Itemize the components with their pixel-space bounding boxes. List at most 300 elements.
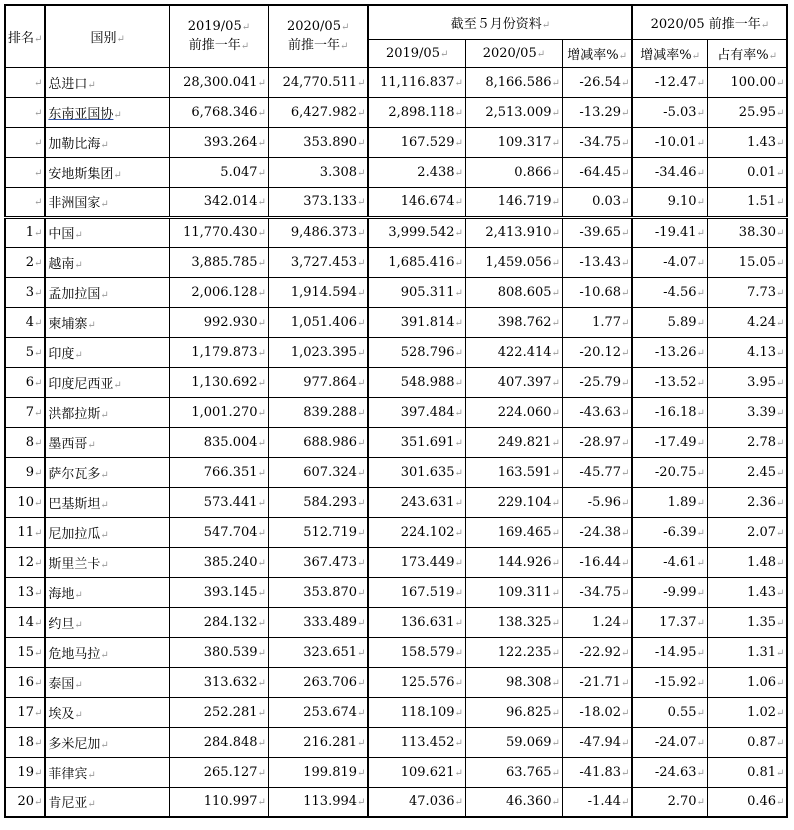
paragraph-mark: ↵ [776, 437, 785, 449]
paragraph-mark: ↵ [257, 497, 266, 509]
trailing-change-cell-text: 5.89 [667, 314, 697, 330]
paragraph-mark: ↵ [454, 347, 463, 359]
trailing-2019-cell [169, 427, 268, 457]
trailing-change-cell-text: -16.18 [654, 404, 697, 420]
ytd-change-cell [562, 67, 632, 97]
trailing-change-cell [632, 337, 707, 367]
table-row [5, 277, 787, 307]
paragraph-mark: ↵ [257, 228, 266, 239]
trailing-2019-cell [169, 337, 268, 367]
paragraph-mark: ↵ [551, 317, 560, 329]
trailing-2019-cell [169, 727, 268, 757]
country-cell [45, 697, 169, 727]
share-cell [707, 487, 787, 517]
paragraph-mark: ↵ [257, 797, 266, 809]
trailing-change-cell-text: -17.49 [654, 434, 697, 450]
ytd-2020-cell-text: 146.719 [497, 194, 552, 209]
ytd-change-cell-text: -41.83 [579, 764, 622, 780]
ytd-2019-cell [368, 367, 465, 397]
trailing-2019-cell-text: 284.132 [203, 614, 258, 630]
country-cell [45, 127, 169, 157]
ytd-2020-cell-text: 8,166.586 [485, 74, 552, 90]
rank-cell-text: 16 [17, 674, 35, 690]
paragraph-mark: ↵ [34, 407, 43, 419]
ytd-2019-cell [368, 727, 465, 757]
trailing-change-cell [632, 397, 707, 427]
trailing-2020-cell-text: 367.473 [303, 554, 358, 570]
trailing-2019-cell [169, 367, 268, 397]
ytd-2019-cell-text: 167.519 [400, 584, 455, 600]
country-cell-text: 中国 [48, 227, 75, 242]
share-cell-text: 7.73 [747, 284, 777, 300]
country-cell-text: 萨尔瓦多 [48, 466, 101, 482]
share-cell-text: 1.35 [747, 614, 777, 630]
paragraph-mark: ↵ [34, 317, 43, 329]
ytd-2019-cell [368, 67, 465, 97]
ytd-2020-cell-text: 0.866 [514, 164, 552, 180]
paragraph-mark: ↵ [776, 737, 785, 749]
table-row [5, 517, 787, 547]
paragraph-mark: ↵ [34, 707, 43, 719]
share-cell-text: 1.31 [747, 644, 777, 660]
paragraph-mark: ↵ [696, 647, 705, 659]
paragraph-mark: ↵ [257, 377, 266, 389]
header-ytd-change: 增减率%↵ [562, 39, 632, 67]
ytd-change-cell-text: -21.71 [579, 674, 622, 690]
table-row [5, 607, 787, 637]
trailing-2019-cell-text: 1,130.692 [191, 374, 258, 390]
trailing-2019-cell-text: 5.047 [220, 164, 258, 180]
ytd-change-cell [562, 367, 632, 397]
trailing-2020-cell-text: 9,486.373 [290, 225, 358, 240]
ytd-2019-cell [368, 577, 465, 607]
trailing-change-cell [632, 787, 707, 817]
paragraph-mark: ↵ [100, 499, 109, 511]
country-cell-text: 非洲国家 [48, 196, 101, 211]
share-cell [707, 367, 787, 397]
rank-cell [5, 547, 45, 577]
paragraph-mark: ↵ [696, 767, 705, 779]
share-cell [707, 157, 787, 187]
trailing-2019-cell-text: 342.014 [203, 194, 258, 209]
paragraph-mark: ↵ [696, 347, 705, 359]
country-cell [45, 277, 169, 307]
share-cell-text: 0.46 [747, 794, 777, 810]
trailing-2019-cell-text: 766.351 [203, 464, 258, 480]
paragraph-mark: ↵ [696, 677, 705, 689]
ytd-2019-cell-text: 243.631 [400, 494, 455, 510]
share-cell [707, 97, 787, 127]
trailing-2019-cell [169, 487, 268, 517]
share-cell-text: 15.05 [738, 254, 777, 270]
trailing-2019-cell [169, 397, 268, 427]
rank-cell [5, 457, 45, 487]
table-body [5, 67, 787, 817]
rank-cell [5, 787, 45, 817]
paragraph-mark: ↵ [357, 767, 366, 779]
trailing-2019-cell-text: 6,768.346 [191, 104, 258, 120]
ytd-2020-cell-text: 59.069 [506, 734, 552, 750]
header-ytd-2019: 2019/05↵ [368, 39, 465, 67]
rank-cell-text: 18 [17, 734, 35, 750]
trailing-2020-cell [268, 607, 368, 637]
ytd-2020-cell-text: 122.235 [497, 644, 552, 660]
paragraph-mark: ↵ [34, 767, 43, 779]
paragraph-mark: ↵ [551, 587, 560, 599]
trailing-2020-cell-text: 353.870 [303, 584, 358, 600]
paragraph-mark: ↵ [357, 228, 366, 239]
ytd-change-cell [562, 397, 632, 427]
ytd-2019-cell [368, 757, 465, 787]
trailing-2019-cell-text: 313.632 [203, 674, 258, 690]
trailing-change-cell-text: -13.52 [654, 374, 697, 390]
trailing-change-cell-text: -19.41 [654, 225, 697, 240]
paragraph-mark: ↵ [776, 647, 785, 659]
paragraph-mark: ↵ [357, 377, 366, 389]
ytd-2019-cell-text: 528.796 [400, 344, 455, 360]
paragraph-mark: ↵ [257, 527, 266, 539]
trailing-2019-cell [169, 787, 268, 817]
share-cell-text: 1.06 [747, 674, 777, 690]
trailing-change-cell-text: -24.07 [654, 734, 697, 750]
paragraph-mark: ↵ [454, 437, 463, 449]
ytd-2020-cell [465, 127, 562, 157]
paragraph-mark: ↵ [257, 707, 266, 719]
ytd-2019-cell-text: 47.036 [409, 794, 455, 810]
table-row [5, 637, 787, 667]
paragraph-mark: ↵ [34, 377, 43, 389]
table-row [5, 457, 787, 487]
country-cell-text: 肯尼亚 [48, 796, 88, 812]
paragraph-mark: ↵ [696, 197, 705, 208]
trailing-2019-cell [169, 757, 268, 787]
trailing-2020-cell [268, 187, 368, 217]
trailing-change-cell [632, 217, 707, 247]
ytd-change-cell-text: -34.75 [579, 134, 622, 150]
rank-cell-text: 9 [25, 464, 35, 480]
paragraph-mark: ↵ [257, 467, 266, 479]
ytd-2020-cell [465, 547, 562, 577]
paragraph-mark: ↵ [454, 317, 463, 329]
paragraph-mark: ↵ [34, 587, 43, 599]
trailing-2019-cell [169, 97, 268, 127]
paragraph-mark: ↵ [454, 467, 463, 479]
share-cell [707, 787, 787, 817]
trailing-change-cell-text: 2.70 [667, 794, 697, 810]
import-data-table [4, 4, 788, 818]
paragraph-mark: ↵ [100, 469, 109, 481]
ytd-2020-cell [465, 697, 562, 727]
paragraph-mark: ↵ [551, 407, 560, 419]
ytd-change-cell-text: -10.68 [579, 284, 622, 300]
country-cell-text: 墨西哥 [48, 436, 88, 452]
trailing-2020-cell [268, 547, 368, 577]
ytd-change-cell [562, 217, 632, 247]
paragraph-mark: ↵ [34, 167, 43, 179]
paragraph-mark: ↵ [454, 497, 463, 509]
ytd-change-cell [562, 157, 632, 187]
paragraph-mark: ↵ [551, 647, 560, 659]
ytd-change-cell-text: -26.54 [579, 74, 622, 90]
ytd-change-cell-text: 1.24 [592, 614, 622, 630]
rank-cell-text: 19 [17, 764, 35, 780]
header-2019-trailing: 2019/05↵ 前推一年↵ [169, 5, 268, 67]
rank-cell [5, 397, 45, 427]
trailing-2020-cell-text: 199.819 [303, 764, 358, 780]
ytd-2020-cell [465, 67, 562, 97]
trailing-2019-cell [169, 577, 268, 607]
paragraph-mark: ↵ [257, 197, 266, 208]
rank-cell-text: 1 [25, 225, 35, 240]
trailing-2020-cell [268, 577, 368, 607]
ytd-2020-cell-text: 2,413.910 [485, 225, 552, 240]
ytd-2019-cell [368, 217, 465, 247]
paragraph-mark: ↵ [621, 737, 630, 749]
ytd-change-cell-text: -16.44 [579, 554, 622, 570]
paragraph-mark: ↵ [357, 707, 366, 719]
document-page [4, 4, 788, 818]
trailing-2020-cell-text: 3.308 [319, 164, 358, 180]
paragraph-mark: ↵ [776, 228, 785, 239]
share-cell [707, 277, 787, 307]
ytd-2020-cell-text: 163.591 [497, 464, 552, 480]
share-cell-text: 3.95 [747, 374, 777, 390]
rank-cell [5, 697, 45, 727]
rank-cell [5, 97, 45, 127]
ytd-2019-cell [368, 127, 465, 157]
share-cell [707, 427, 787, 457]
paragraph-mark: ↵ [696, 77, 705, 89]
trailing-2020-cell-text: 24,770.511 [282, 74, 358, 90]
ytd-2019-cell-text: 11,116.837 [380, 74, 455, 90]
paragraph-mark: ↵ [454, 617, 463, 629]
paragraph-mark: ↵ [696, 377, 705, 389]
table-row [5, 187, 787, 217]
trailing-2019-cell [169, 217, 268, 247]
trailing-2020-cell [268, 727, 368, 757]
paragraph-mark: ↵ [34, 107, 43, 119]
paragraph-mark: ↵ [551, 707, 560, 719]
paragraph-mark: ↵ [257, 557, 266, 569]
country-cell-text: 洪都拉斯 [48, 406, 101, 422]
share-cell [707, 67, 787, 97]
paragraph-mark: ↵ [551, 437, 560, 449]
country-cell [45, 157, 169, 187]
rank-cell-text: 17 [17, 704, 35, 720]
paragraph-mark: ↵ [454, 647, 463, 659]
rank-cell [5, 247, 45, 277]
country-cell-text: 印度 [48, 346, 75, 362]
paragraph-mark: ↵ [34, 617, 43, 629]
paragraph-mark: ↵ [87, 769, 96, 781]
paragraph-mark: ↵ [621, 317, 630, 329]
trailing-2019-cell-text: 385.240 [203, 554, 258, 570]
trailing-change-cell [632, 757, 707, 787]
trailing-change-cell [632, 517, 707, 547]
ytd-2020-cell-text: 1,459.056 [485, 254, 552, 270]
paragraph-mark: ↵ [113, 109, 122, 121]
paragraph-mark: ↵ [621, 228, 630, 239]
share-cell-text: 25.95 [738, 104, 777, 120]
header-rank: 排名↵ [5, 5, 45, 67]
paragraph-mark: ↵ [696, 587, 705, 599]
paragraph-mark: ↵ [696, 317, 705, 329]
paragraph-mark: ↵ [357, 137, 366, 149]
ytd-2020-cell [465, 637, 562, 667]
paragraph-mark: ↵ [357, 527, 366, 539]
share-cell [707, 247, 787, 277]
paragraph-mark: ↵ [74, 589, 83, 601]
ytd-2020-cell [465, 397, 562, 427]
trailing-2019-cell [169, 547, 268, 577]
trailing-2019-cell-text: 11,770.430 [183, 225, 258, 240]
paragraph-mark: ↵ [357, 287, 366, 299]
trailing-2020-cell [268, 517, 368, 547]
paragraph-mark: ↵ [357, 257, 366, 269]
table-row [5, 127, 787, 157]
share-cell [707, 337, 787, 367]
paragraph-mark: ↵ [551, 377, 560, 389]
share-cell-text: 1.51 [747, 194, 777, 209]
ytd-2020-cell-text: 2,513.009 [485, 104, 552, 120]
paragraph-mark: ↵ [357, 737, 366, 749]
trailing-2019-cell-text: 2,006.128 [191, 284, 258, 300]
rank-cell [5, 157, 45, 187]
paragraph-mark: ↵ [621, 347, 630, 359]
ytd-2019-cell [368, 517, 465, 547]
trailing-2020-cell [268, 397, 368, 427]
trailing-2020-cell-text: 1,051.406 [290, 314, 358, 330]
table-row [5, 97, 787, 127]
trailing-change-cell-text: -9.99 [663, 584, 697, 600]
ytd-2019-cell [368, 97, 465, 127]
trailing-2019-cell [169, 127, 268, 157]
paragraph-mark: ↵ [257, 617, 266, 629]
paragraph-mark: ↵ [454, 527, 463, 539]
share-cell [707, 127, 787, 157]
paragraph-mark: ↵ [87, 79, 96, 91]
share-cell [707, 397, 787, 427]
paragraph-mark: ↵ [454, 557, 463, 569]
trailing-2020-cell [268, 67, 368, 97]
trailing-2020-cell [268, 667, 368, 697]
ytd-change-cell [562, 607, 632, 637]
trailing-2020-cell [268, 487, 368, 517]
paragraph-mark: ↵ [696, 228, 705, 239]
paragraph-mark: ↵ [257, 677, 266, 689]
share-cell-text: 2.07 [747, 524, 777, 540]
ytd-change-cell-text: -45.77 [579, 464, 622, 480]
trailing-change-cell-text: -4.56 [663, 284, 697, 300]
trailing-2019-cell-text: 992.930 [203, 314, 258, 330]
paragraph-mark: ↵ [257, 737, 266, 749]
header-ytd-group: 截至５月份资料↵ [368, 5, 632, 39]
paragraph-mark: ↵ [100, 529, 109, 541]
paragraph-mark: ↵ [257, 287, 266, 299]
paragraph-mark: ↵ [696, 797, 705, 809]
ytd-change-cell [562, 637, 632, 667]
paragraph-mark: ↵ [357, 407, 366, 419]
country-cell [45, 637, 169, 667]
ytd-2019-cell-text: 1,685.416 [388, 254, 455, 270]
paragraph-mark: ↵ [776, 797, 785, 809]
table-row [5, 547, 787, 577]
ytd-change-cell [562, 307, 632, 337]
ytd-2019-cell-text: 301.635 [400, 464, 455, 480]
header-trailing-group: 2020/05 前推一年↵ [632, 5, 787, 39]
paragraph-mark: ↵ [454, 228, 463, 239]
trailing-change-cell-text: -34.46 [654, 164, 697, 180]
trailing-2020-cell-text: 688.986 [303, 434, 358, 450]
paragraph-mark: ↵ [357, 317, 366, 329]
trailing-2020-cell [268, 787, 368, 817]
table-row [5, 367, 787, 397]
paragraph-mark: ↵ [621, 497, 630, 509]
trailing-2020-cell-text: 839.288 [303, 404, 358, 420]
ytd-change-cell [562, 97, 632, 127]
share-cell [707, 187, 787, 217]
paragraph-mark: ↵ [454, 137, 463, 149]
paragraph-mark: ↵ [454, 677, 463, 689]
country-cell [45, 67, 169, 97]
ytd-2020-cell-text: 144.926 [497, 554, 552, 570]
ytd-2019-cell [368, 277, 465, 307]
trailing-2019-cell-text: 835.004 [203, 434, 258, 450]
ytd-2020-cell [465, 757, 562, 787]
paragraph-mark: ↵ [776, 197, 785, 208]
ytd-2020-cell [465, 367, 562, 397]
rank-cell [5, 427, 45, 457]
country-cell [45, 307, 169, 337]
paragraph-mark: ↵ [257, 347, 266, 359]
trailing-change-cell-text: -4.61 [663, 554, 697, 570]
paragraph-mark: ↵ [34, 437, 43, 449]
paragraph-mark: ↵ [257, 317, 266, 329]
ytd-2019-cell [368, 667, 465, 697]
rank-cell-text: 12 [17, 554, 35, 570]
trailing-2020-cell-text: 3,727.453 [290, 254, 358, 270]
ytd-change-cell [562, 787, 632, 817]
share-cell [707, 517, 787, 547]
trailing-2020-cell-text: 353.890 [303, 134, 358, 150]
share-cell-text: 2.78 [747, 434, 777, 450]
paragraph-mark: ↵ [113, 169, 122, 181]
paragraph-mark: ↵ [357, 497, 366, 509]
country-cell-text: 埃及 [48, 706, 75, 722]
paragraph-mark: ↵ [621, 797, 630, 809]
paragraph-mark: ↵ [776, 677, 785, 689]
paragraph-mark: ↵ [257, 257, 266, 269]
ytd-change-cell [562, 517, 632, 547]
ytd-2020-cell-text: 398.762 [497, 314, 552, 330]
ytd-2019-cell-text: 113.452 [400, 734, 455, 750]
trailing-2019-cell [169, 517, 268, 547]
ytd-2020-cell [465, 727, 562, 757]
country-cell [45, 427, 169, 457]
paragraph-mark: ↵ [776, 707, 785, 719]
paragraph-mark: ↵ [34, 197, 43, 208]
share-cell [707, 697, 787, 727]
paragraph-mark: ↵ [551, 767, 560, 779]
ytd-2020-cell-text: 109.311 [497, 584, 552, 600]
ytd-change-cell [562, 727, 632, 757]
paragraph-mark: ↵ [34, 677, 43, 689]
rank-cell-text: 20 [17, 794, 35, 810]
paragraph-mark: ↵ [551, 677, 560, 689]
paragraph-mark: ↵ [696, 707, 705, 719]
paragraph-mark: ↵ [696, 257, 705, 269]
paragraph-mark: ↵ [357, 437, 366, 449]
